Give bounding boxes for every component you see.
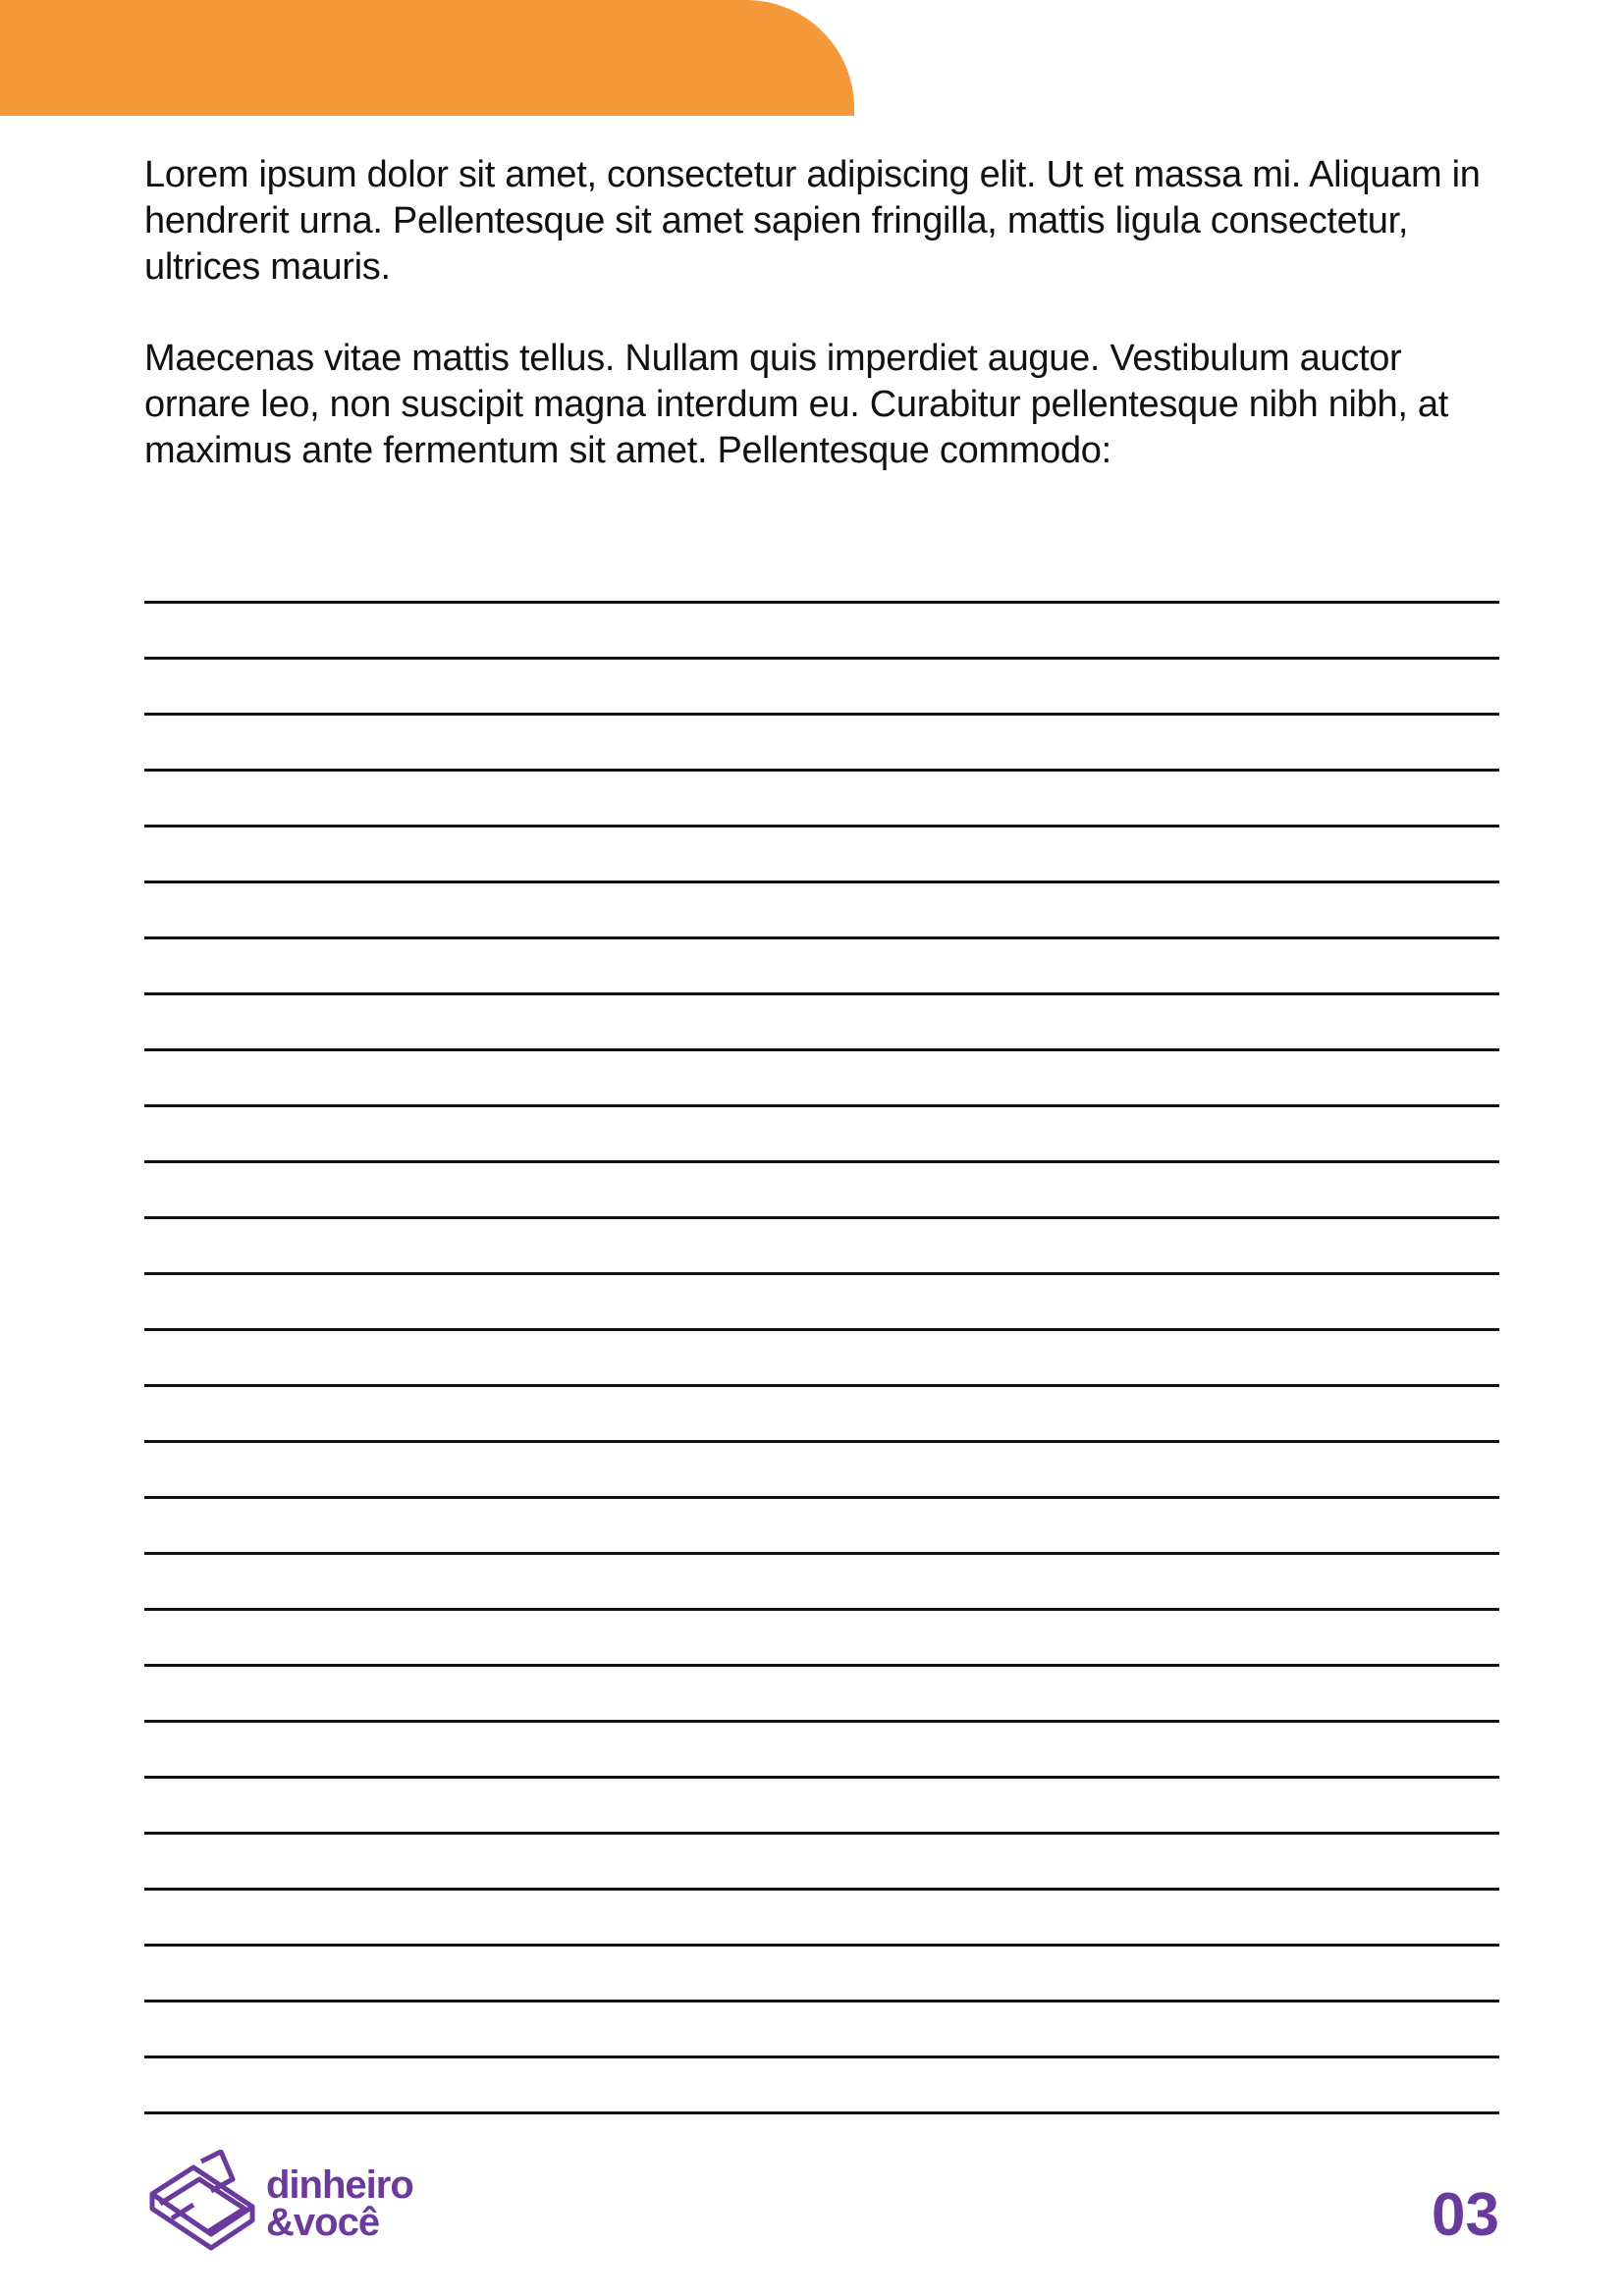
writing-line [144,1891,1499,1947]
writing-line [144,1051,1499,1107]
brand-name-line2: &você [266,2201,380,2244]
writing-line [144,716,1499,772]
writing-line [144,1779,1499,1835]
writing-line [144,883,1499,939]
instructions-text [144,152,1499,519]
writing-line [144,1219,1499,1275]
writing-line [144,1163,1499,1219]
header-accent-tab [0,0,854,116]
writing-line [144,1555,1499,1611]
writing-line [144,1331,1499,1387]
writing-line [144,604,1499,660]
page-number: 03 [1432,2181,1499,2249]
paragraph-1: Lorem ipsum dolor sit amet, consectetur adipiscing elit. Ut et massa mi. Aliquam in hendrerit urna. Pellentesque sit amet sapien fringilla, mattis ligula consectetur, ultrices mauris. [144,154,1481,288]
brand-name-line1: dinheiro [266,2163,413,2207]
writing-line [144,1107,1499,1163]
money-bills-icon [142,2150,262,2258]
writing-line [144,660,1499,716]
writing-line [144,1611,1499,1667]
writing-line [144,1443,1499,1499]
brand-logo [142,2150,413,2258]
writing-line [144,939,1499,995]
writing-line [144,548,1499,604]
writing-line [144,1835,1499,1891]
writing-lines [144,548,1499,2114]
writing-line [144,1723,1499,1779]
writing-line [144,772,1499,828]
paragraph-2: Maecenas vitae mattis tellus. Nullam quis imperdiet augue. Vestibulum auctor ornare leo, non suscipit magna interdum eu. Curabitur pellentesque nibh nibh, at maximus ante fermentum sit amet. Pellentesque commodo: [144,338,1448,471]
writing-line [144,1387,1499,1443]
writing-line [144,995,1499,1051]
writing-line [144,2002,1499,2058]
writing-line [144,2058,1499,2114]
writing-line [144,1499,1499,1555]
writing-line [144,1667,1499,1723]
writing-line [144,1947,1499,2002]
writing-line [144,1275,1499,1331]
writing-line [144,828,1499,883]
